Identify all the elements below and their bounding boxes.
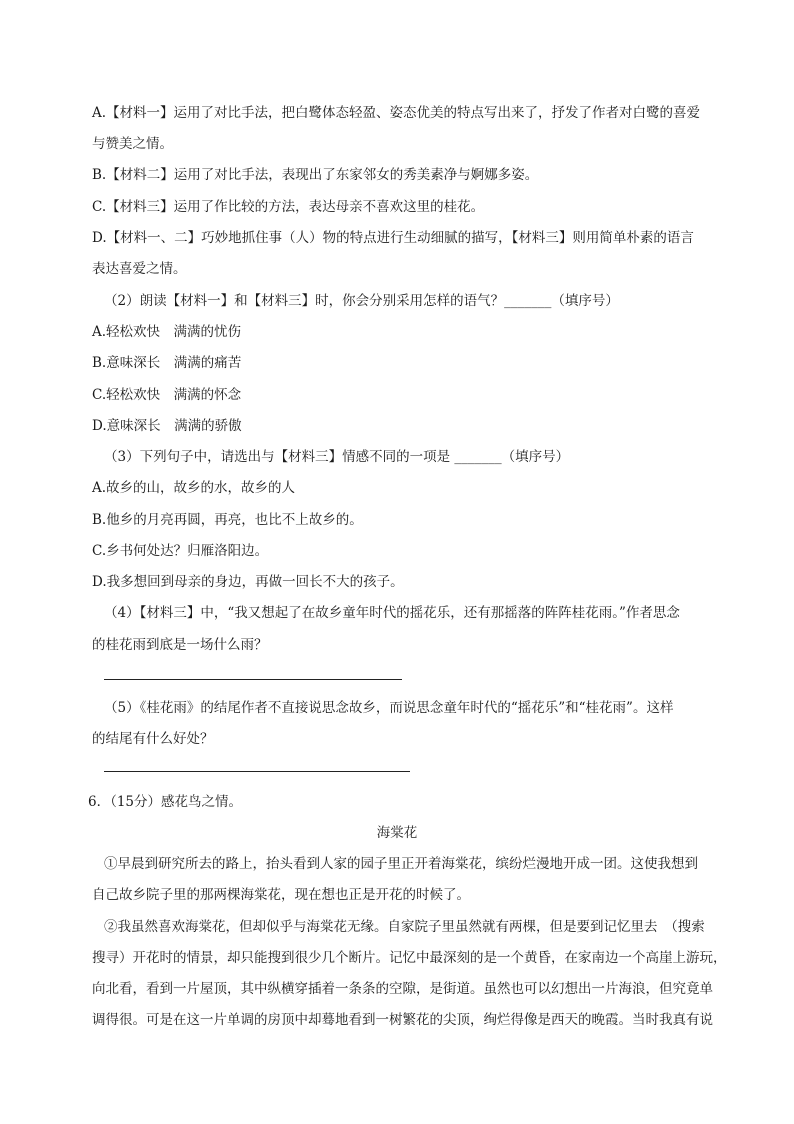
q2-option-c: C.轻松欢快 满满的怀念 xyxy=(92,387,242,403)
q3-option-b: B.他乡的月亮再圆，再亮，也比不上故乡的。 xyxy=(92,512,363,528)
option-c: C.【材料三】运用了作比较的方法，表达母亲不喜欢这里的桂花。 xyxy=(92,199,485,215)
passage-para1-line1: ①早晨到研究所去的路上，抬头看到人家的园子里正开着海棠花，缤纷烂漫地开成一团。这使我想到 xyxy=(104,856,698,872)
passage-para2-line4: 调得很。可是在这一片单调的房顶中却蓦地看到一树繁花的尖顶，绚烂得像是西天的晚霞。当时我真有说 xyxy=(92,1012,713,1028)
option-a-line2: 与赞美之情。 xyxy=(92,136,173,152)
question-4-line1: （4）【材料三】中，“我又想起了在故乡童年时代的摇花乐，还有那摇落的阵阵桂花雨。”作者思念 xyxy=(104,605,680,621)
passage-title: 海棠花 xyxy=(376,825,418,841)
option-d-line1: D.【材料一、二】巧妙地抓住事（人）物的特点进行生动细腻的描写，【材料三】则用简单朴素的语言 xyxy=(92,230,694,246)
passage-para2-line2: 搜寻）开花时的情景，却只能搜到很少几个断片。记忆中最深刻的是一个黄昏，在家南边一个高崖上游玩， xyxy=(92,950,727,966)
question-5-line1: （5）《桂花雨》的结尾作者不直接说思念故乡，而说思念童年时代的“摇花乐”和“桂花雨”。这样 xyxy=(104,700,674,716)
question-3: （3）下列句子中，请选出与【材料三】情感不同的一项是 _______（填序号） xyxy=(104,449,570,465)
q3-option-c: C.乡书何处达？归雁洛阳边。 xyxy=(92,543,269,559)
question-4-line2: 的桂花雨到底是一场什么雨？ xyxy=(92,637,268,653)
q3-option-a: A.故乡的山，故乡的水，故乡的人 xyxy=(92,480,296,496)
question-5-line2: 的结尾有什么好处？ xyxy=(92,731,214,747)
passage-para2-line1: ②我虽然喜欢海棠花，但却似乎与海棠花无缘。自家院子里虽然就有两棵，但是要到记忆里去 （搜索 xyxy=(104,919,705,935)
q2-option-b: B.意味深长 满满的痛苦 xyxy=(92,355,242,371)
q3-option-d: D.我多想回到母亲的身边，再做一回长不大的孩子。 xyxy=(92,574,404,590)
passage-para2-line3: 向北看，看到一片屋顶，其中纵横穿插着一条条的空隙，是街道。虽然也可以幻想出一片海浪，但究竟单 xyxy=(92,981,713,997)
q2-option-d: D.意味深长 满满的骄傲 xyxy=(92,418,242,434)
answer-line-4[interactable] xyxy=(104,679,402,680)
question-2: （2）朗读【材料一】和【材料三】时，你会分别采用怎样的语气？_______（填序号） xyxy=(104,293,619,309)
answer-line-5[interactable] xyxy=(104,771,410,772)
option-b: B.【材料二】运用了对比手法，表现出了东家邻女的秀美素净与婀娜多姿。 xyxy=(92,167,539,183)
option-a-line1: A.【材料一】运用了对比手法，把白鹭体态轻盈、姿态优美的特点写出来了，抒发了作者对白鹭的喜爱 xyxy=(92,105,701,121)
question-6-heading: 6．（15分）感花鸟之情。 xyxy=(88,794,243,810)
option-d-line2: 表达喜爱之情。 xyxy=(92,261,187,277)
q2-option-a: A.轻松欢快 满满的忧伤 xyxy=(92,324,242,340)
passage-para1-line2: 自己故乡院子里的那两棵海棠花，现在想也正是开花的时候了。 xyxy=(92,887,470,903)
